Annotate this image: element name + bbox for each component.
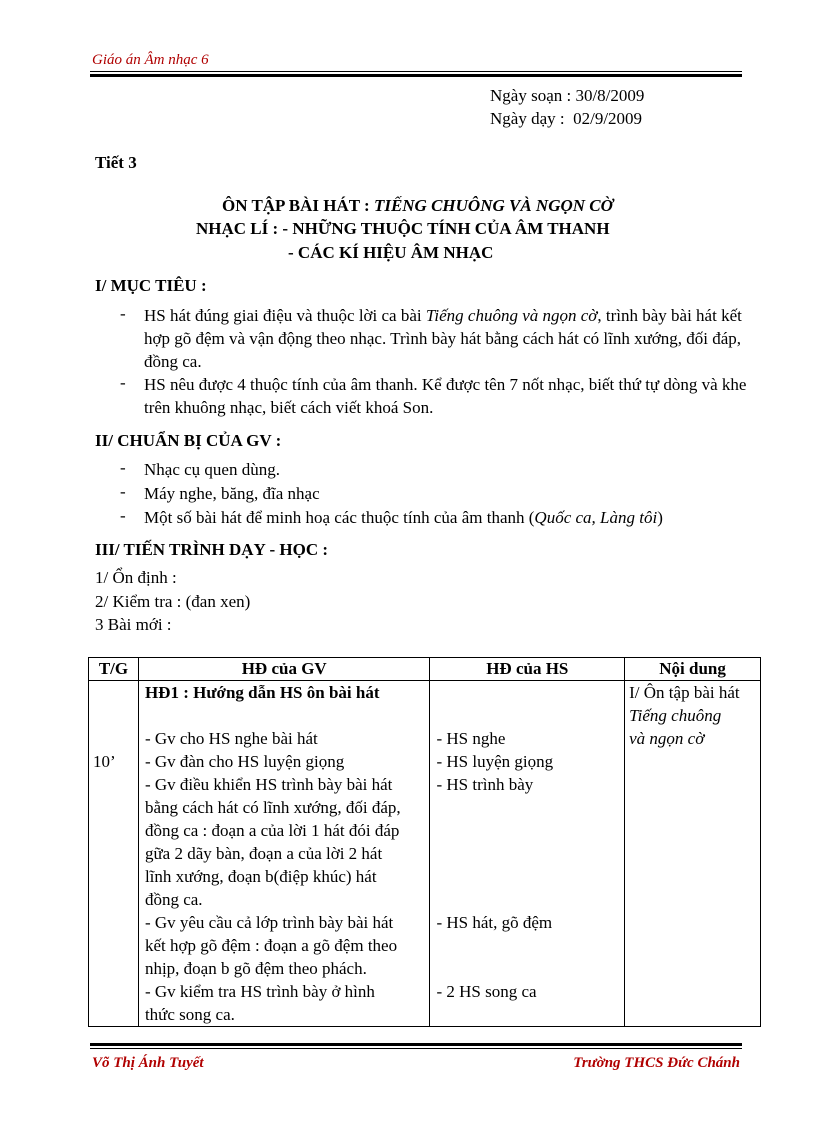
bullet-dash: - [120, 373, 126, 392]
header-student-activity: HĐ của HS [430, 658, 625, 681]
date-prepared: Ngày soạn : 30/8/2009 [490, 86, 645, 105]
list-item-text: Một số bài hát để minh hoạ các thuộc tính của âm thanh (Quốc ca, Làng tôi) [144, 508, 663, 527]
time-cell [89, 681, 139, 1027]
list-item-text: HS hát đúng giai điệu và thuộc lời ca bài Tiếng chuông và ngọn cờ, trình bày bài hát kết hợp gõ đệm và vận động theo nhạc. Trình bày hát bằng cách hát có lĩnh xướng, đối đáp, đồng ca. [144, 306, 742, 371]
song-title: TIẾNG CHUÔNG VÀ NGỌN CỜ [373, 196, 613, 215]
page-header-title: Giáo án Âm nhạc 6 [92, 52, 209, 68]
section-2-heading: II/ CHUẨN BỊ CỦA GV : [95, 431, 282, 450]
bullet-dash: - [120, 304, 126, 323]
header-rule-thick [90, 74, 742, 77]
section-3-heading: III/ TIẾN TRÌNH DẠY - HỌC : [95, 540, 329, 559]
list-item-text: Máy nghe, băng, đĩa nhạc [144, 484, 320, 503]
table-row [89, 681, 761, 1027]
footer-author: Võ Thị Ánh Tuyết [92, 1055, 204, 1071]
bullet-dash: - [120, 458, 126, 477]
title-line-1 [222, 196, 613, 216]
header-time: T/G [89, 658, 139, 681]
table-header-row [89, 658, 761, 681]
dates-block [490, 84, 644, 130]
header-rule-thin [90, 71, 742, 72]
header-teacher-activity: HĐ của GV [138, 658, 430, 681]
title-line-3: - CÁC KÍ HIỆU ÂM NHẠC [288, 243, 494, 262]
activity-heading: HĐ1 : Hướng dẫn HS ôn bài hát [144, 683, 380, 702]
footer-rule-thin [90, 1048, 742, 1049]
student-activity-cell: - HS nghe - HS luyện giọng - HS trình bày - HS hát, gõ đệm - 2 HS song ca [430, 681, 625, 1027]
footer-school: Trường THCS Đức Chánh [573, 1055, 740, 1071]
header-content: Nội dung [625, 658, 761, 681]
lesson-plan-table [88, 657, 761, 1027]
step-2: 2/ Kiểm tra : (đan xen) [95, 592, 251, 611]
footer-rule-thick [90, 1043, 742, 1046]
bullet-dash: - [120, 482, 126, 501]
duration: 10’ [93, 752, 116, 771]
date-taught: Ngày dạy : 02/9/2009 [490, 109, 643, 128]
bullet-dash: - [120, 506, 126, 525]
list-item-text: Nhạc cụ quen dùng. [144, 460, 280, 479]
section-1-heading: I/ MỤC TIÊU : [95, 276, 207, 295]
content-cell: I/ Ôn tập bài hát Tiếng chuông và ngọn cờ [625, 681, 761, 1027]
title-prefix: ÔN TẬP BÀI HÁT : [222, 196, 374, 215]
title-line-2: NHẠC LÍ : - NHỮNG THUỘC TÍNH CỦA ÂM THANH [196, 219, 610, 238]
list-item-text: HS nêu được 4 thuộc tính của âm thanh. Kể được tên 7 nốt nhạc, biết thứ tự dòng và khe trên khuông nhạc, biết cách viết khoá Son. [144, 375, 747, 417]
lesson-number: Tiết 3 [95, 153, 137, 172]
teacher-activity-cell: HĐ1 : Hướng dẫn HS ôn bài hát - Gv cho HS nghe bài hát - Gv đàn cho HS luyện giọng - Gv điều khiển HS trình bày bài hát bằng cách hát có lĩnh xướng, đối đáp, đồng ca : đoạn a của lời 1 hát đói đáp gữa 2 dãy bàn, đoạn a của lời 2 hát lĩnh xướng, đoạn b(điệp khúc) hát đồng ca. - Gv yêu cầu cả lớp trình bày bài hát kết hợp gõ đệm : đoạn a gõ đệm theo nhịp, đoạn b gõ đệm theo phách. - Gv kiểm tra HS trình bày ở hình thức song ca. [138, 681, 430, 1027]
step-3: 3 Bài mới : [95, 615, 172, 634]
step-1: 1/ Ổn định : [95, 568, 177, 587]
